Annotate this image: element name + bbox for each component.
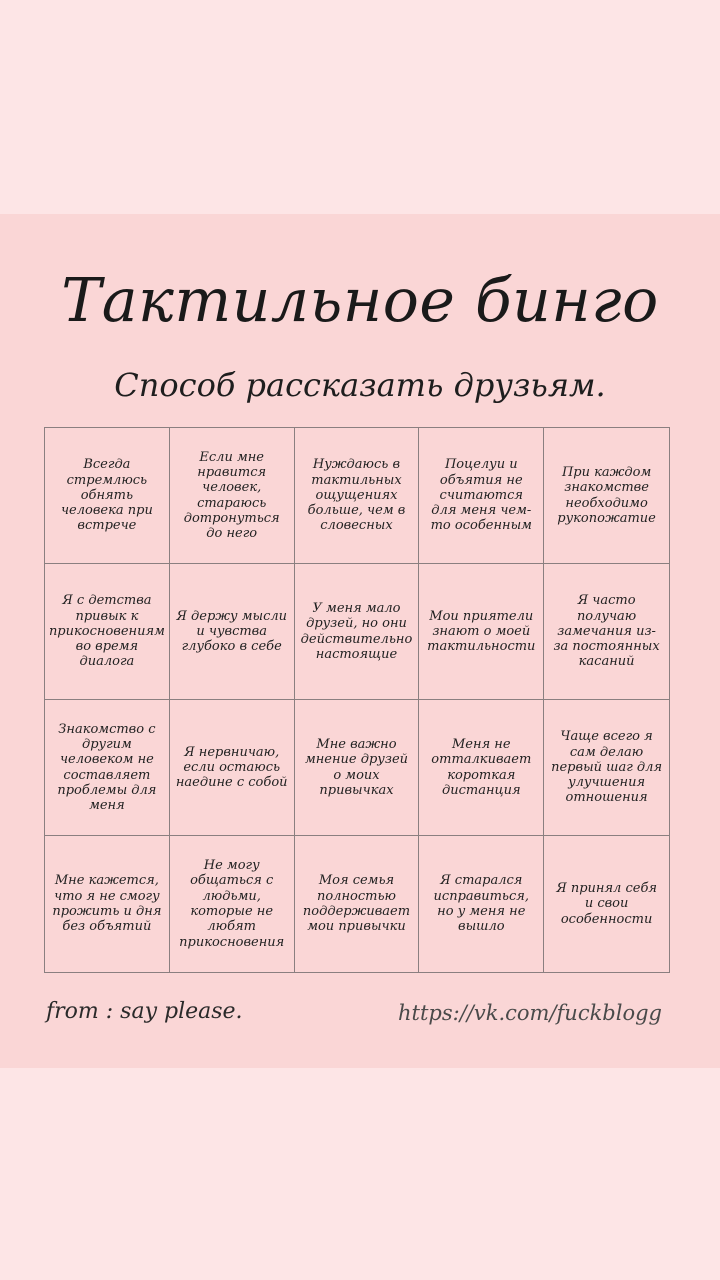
bingo-cell: Нуждаюсь в тактильных ощущениях больше, чем в словесных [295, 428, 420, 564]
bingo-cell: Если мне нравится человек, стараюсь дотронуться до него [170, 428, 295, 564]
bingo-cell: Я старался исправиться, но у меня не вышло [419, 836, 544, 972]
bingo-cell: Я нервничаю, если остаюсь наедине с собой [170, 700, 295, 836]
bingo-card [0, 214, 720, 1068]
bingo-cell: У меня мало друзей, но они действительно настоящие [295, 564, 420, 700]
bingo-cell: Мне кажется, что я не смогу прожить и дня без объятий [45, 836, 170, 972]
bingo-cell: Мои приятели знают о моей тактильности [419, 564, 544, 700]
footer-credit: from : say please. [46, 999, 243, 1024]
bingo-cell: Я с детства привык к прикосновениям во время диалога [45, 564, 170, 700]
bingo-grid [44, 427, 670, 973]
page-title: Тактильное бинго [61, 266, 659, 336]
bingo-cell: Меня не отталкивает короткая дистанция [419, 700, 544, 836]
bingo-cell: Поцелуи и объятия не считаются для меня чем-то особенным [419, 428, 544, 564]
footer-link: https://vk.com/fuckblogg [398, 1001, 662, 1025]
bingo-cell: Моя семья полностью поддерживает мои привычки [295, 836, 420, 972]
bingo-cell: Знакомство с другим человеком не составляет проблемы для меня [45, 700, 170, 836]
bingo-cell: При каждом знакомстве необходимо рукопожатие [544, 428, 669, 564]
bingo-cell: Мне важно мнение друзей о моих привычках [295, 700, 420, 836]
bingo-cell: Чаще всего я сам делаю первый шаг для улучшения отношения [544, 700, 669, 836]
bingo-cell: Я держу мысли и чувства глубоко в себе [170, 564, 295, 700]
subtitle: Способ рассказать друзьям. [114, 366, 606, 404]
bingo-cell: Я принял себя и свои особенности [556, 881, 657, 927]
bingo-cell: Всегда стремлюсь обнять человека при встрече [45, 428, 170, 564]
bingo-cell: Я часто получаю замечания из-за постоянных касаний [544, 564, 669, 700]
bingo-cell: Не могу общаться с людьми, которые не любят прикосновения [170, 836, 295, 972]
